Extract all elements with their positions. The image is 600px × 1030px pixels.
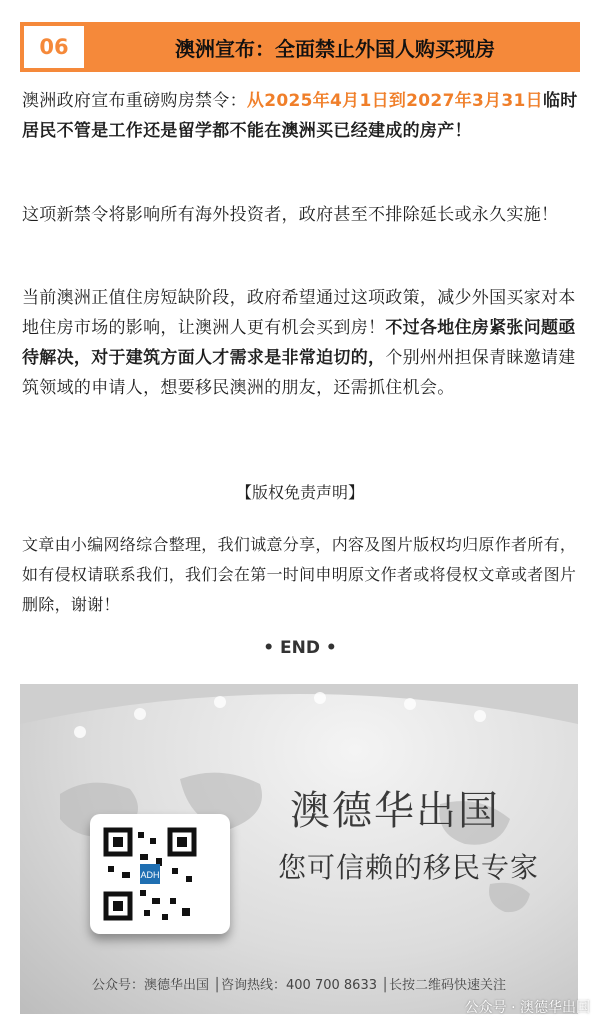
promo-banner <box>20 684 578 1014</box>
paragraph-3-bold: 不过各地住房紧张问题亟待解决，对于建筑方面人才需求是非常迫切的， <box>22 318 576 368</box>
end-marker: • END • <box>263 638 337 658</box>
section-header <box>20 22 580 72</box>
disclaimer-body: 文章由小编网络综合整理，我们诚意分享，内容及图片版权均归原作者所有，如有侵权请联系我们，我们会在第一时间申明原文作者或将侵权文章或者图片删除，谢谢！ <box>22 535 577 614</box>
watermark: 公众号 · 澳德华出国 <box>464 1000 590 1016</box>
section-number: 06 <box>24 26 84 68</box>
qr-code-block <box>90 814 230 934</box>
paragraph-1-dates: 从2025年4月1日到2027年3月31日 <box>246 91 543 111</box>
brand-name: 澳德华出国 <box>290 788 500 834</box>
disclaimer-title: 【版权免责声明】 <box>235 483 364 502</box>
paragraph-3-lead: 当前澳洲正值住房短缺阶段，政府希望通过这项政策，减少外国买家对本地住房市场的影响，让澳洲人更有机会买到房！ <box>22 288 576 338</box>
paragraph-1-lead: 澳洲政府宣布重磅购房禁令： <box>22 91 247 111</box>
banner-footer: 公众号：澳德华出国 │咨询热线：400 700 8633 │长按二维码快速关注 <box>92 978 506 993</box>
qr-logo-text: ADH <box>140 870 160 880</box>
paragraph-1-rule: 临时居民不管是工作还是留学都不能在澳洲买已经建成的房产！ <box>22 91 578 141</box>
qr-code-icon <box>100 824 220 924</box>
paragraph-3-tail: 个别州州担保青睐邀请建筑领域的申请人，想要移民澳洲的朋友，还需抓住机会。 <box>22 348 576 398</box>
brand-tagline: 您可信赖的移民专家 <box>278 851 540 884</box>
paragraph-3 <box>22 283 578 403</box>
paragraph-2: 这项新禁令将影响所有海外投资者，政府甚至不排除延长或永久实施！ <box>22 205 559 225</box>
paragraph-1 <box>22 86 578 146</box>
section-title: 澳洲宣布：全面禁止外国人购买现房 <box>175 36 495 61</box>
